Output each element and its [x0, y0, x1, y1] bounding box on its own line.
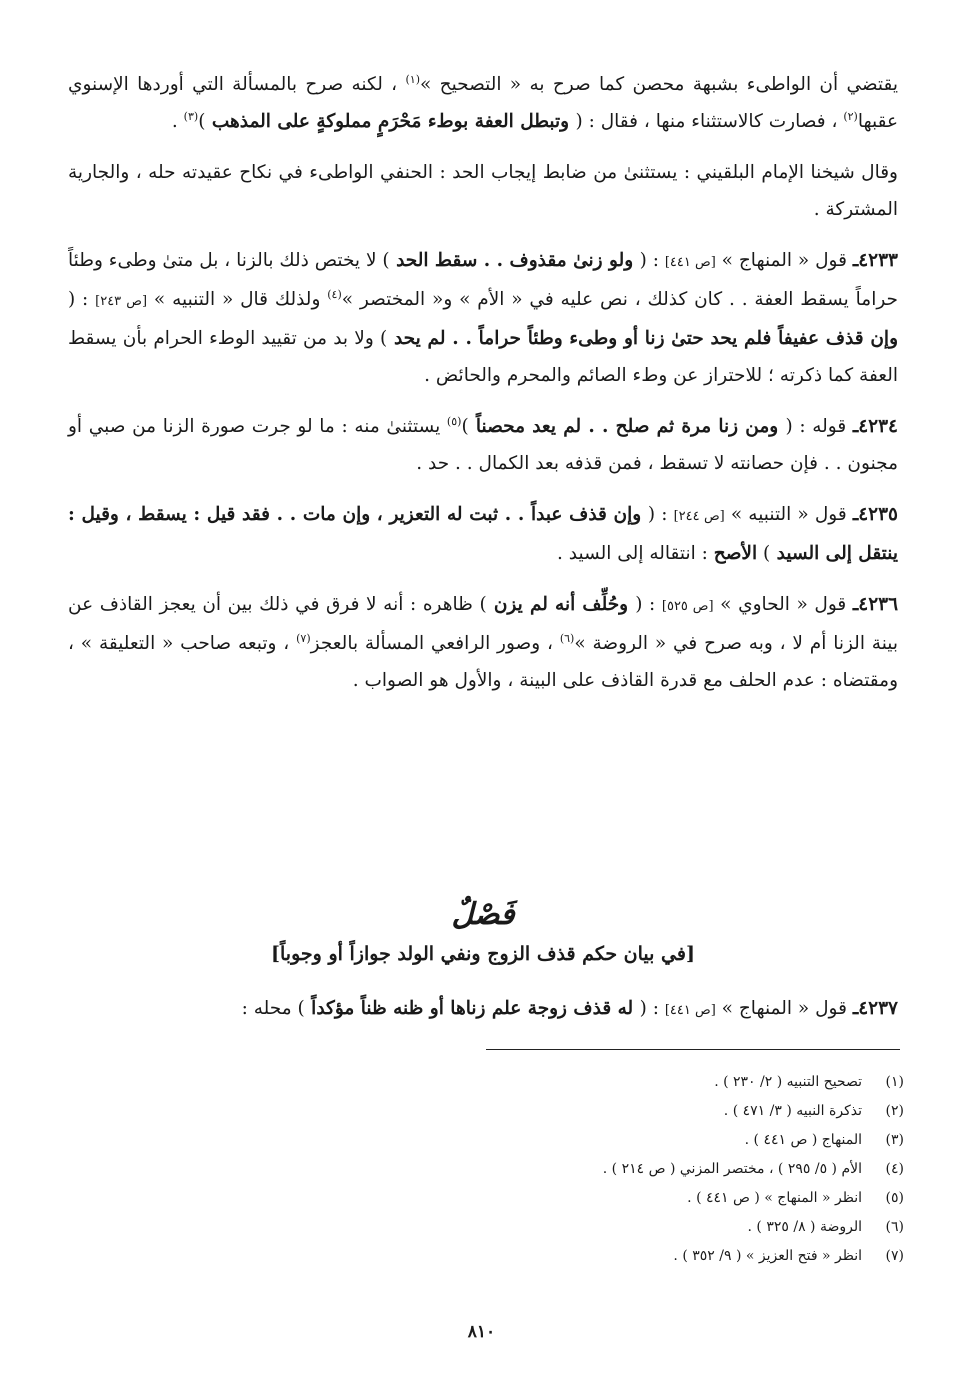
- footnote-number: (٧): [885, 1248, 904, 1264]
- text-span: : (: [639, 998, 665, 1019]
- footnotes-list: [300, 1068, 904, 1271]
- page-ref: [ص ٤٤١]: [664, 255, 716, 270]
- issue-number: ٤٢٣٣ـ: [852, 250, 898, 271]
- text-span: ): [461, 416, 469, 437]
- text-span: قول « المنهاج »: [715, 250, 853, 271]
- text-span: قول « التنبيه »: [724, 504, 853, 525]
- footnote-text: انظر « المنهاج » ( ص ٤٤١ ) .: [687, 1190, 862, 1206]
- footnote-text: المنهاج ( ص ٤٤١ ) .: [744, 1132, 862, 1148]
- text-span: ولذلك قال « التنبيه »: [147, 289, 328, 310]
- quoted-matn: وتبطل العفة بوطء مَحْرَمٍ مملوكةٍ على المذهب: [205, 111, 576, 132]
- text-span: ) ولا بد من تقييد الوطء الحرام بأن يسقط العفة كما ذكرته ؛ للاحتراز عن وطء الصائم والمحرم والحائض .: [68, 328, 898, 386]
- text-span: ) لا يختص ذلك بالزنا ، بل متىٰ وطىء وطئاً حراماً يسقط العفة . . كان كذلك ، نص عليه في « الأم » و« المختصر »: [68, 250, 898, 310]
- text-span: : (: [639, 250, 665, 271]
- footnote-ref: (٦): [559, 631, 575, 645]
- paragraph-4234: [68, 408, 898, 482]
- issue-number: ٤٢٣٤ـ: [852, 416, 898, 437]
- text-span: ): [198, 111, 206, 132]
- text-span: : انتقاله إلى السيد .: [557, 543, 714, 564]
- footnote-text: تذكرة النبيه ( ٣/ ٤٧١ ) .: [723, 1103, 862, 1119]
- footnote-ref: (٢): [843, 109, 858, 123]
- text-span: قول « الحاوي »: [713, 594, 853, 615]
- page-ref: [ص ٥٢٥]: [661, 599, 714, 614]
- footnote-number: (٦): [885, 1219, 904, 1235]
- text-span: ، وصور الرافعي المسألة بالعجز: [310, 633, 560, 654]
- text-span: : (: [635, 594, 662, 615]
- section-ornament: فَصْلٌ: [451, 897, 515, 932]
- footnote-ref: (٥): [446, 414, 462, 428]
- footnote-ref: (٧): [296, 631, 311, 645]
- text-span: قوله : (: [785, 416, 853, 437]
- quoted-matn: ولو زنىٰ مقذوف . . سقط الحد: [389, 250, 640, 271]
- footnote-text: الأم ( ٥/ ٢٩٥ ) ، مختصر المزني ( ص ٢١٤ ) .: [602, 1161, 862, 1177]
- text-span: : (: [68, 289, 96, 310]
- text-span: ، وتبعه صاحب « التعليقة » ، ومقتضاه : عدم الحلف مع قدرة القاذف على البينة ، والأول هو الصواب .: [68, 633, 898, 691]
- footnote-item: [300, 1184, 904, 1213]
- paragraph-4233: [68, 242, 898, 394]
- footnote-number: (٤): [885, 1161, 904, 1177]
- footnote-number: (٣): [885, 1132, 904, 1148]
- text-span: : (: [647, 504, 674, 525]
- paragraph-4237: [68, 990, 898, 1029]
- footnote-ref: (٤): [327, 287, 342, 301]
- quoted-matn: ومن زنا مرة ثم صلح . . لم يعد محصناً: [468, 416, 786, 437]
- footnote-item: [300, 1097, 904, 1126]
- footnote-item: [300, 1126, 904, 1155]
- footnote-text: الروضة ( ٨/ ٣٢٥ ) .: [747, 1219, 862, 1235]
- page-ref: [ص ٤٤١]: [664, 1003, 716, 1018]
- footnote-item: [300, 1068, 904, 1097]
- main-text: [68, 66, 898, 713]
- footnote-text: تصحيح التنبيه ( ٢/ ٢٣٠ ) .: [714, 1074, 862, 1090]
- quoted-matn: وإن قذف عبداً . . ثبت له التعزير ، وإن مات . . فقد قيل : يسقط ، وقيل : ينتقل إلى السيد: [68, 504, 898, 564]
- text-span: وقال شيخنا الإمام البلقيني : يستثنىٰ من ضابط إيجاب الحد : الحنفي الواطىء في نكاح عقيدته حله ، والجارية المشتركة .: [68, 162, 898, 220]
- text-span: ، لكنه صرح بالمسألة التي أوردها الإسنوي عقبها: [68, 74, 898, 132]
- quoted-matn: وحُلِّف أنه لم يزن: [486, 594, 636, 615]
- text-span: قول « المنهاج »: [715, 998, 853, 1019]
- footnote-number: (١): [885, 1074, 904, 1090]
- footnote-ref: (١): [405, 72, 420, 86]
- text-span: ): [757, 543, 771, 564]
- text-span: .: [171, 111, 184, 132]
- section-header: [68, 895, 898, 971]
- issue-number: ٤٢٣٧ـ: [852, 998, 898, 1019]
- paragraph-intro: [68, 66, 898, 140]
- page-ref: [ص ٢٤٣]: [95, 294, 148, 309]
- footnote-number: (٥): [885, 1190, 904, 1206]
- issue-number: ٤٢٣٦ـ: [852, 594, 899, 615]
- paragraph-bulqini: [68, 154, 898, 228]
- text-span: يستثنىٰ منه : ما لو جرت صورة الزنا من صبي أو مجنون . . فإن حصانته لا تسقط ، فمن قذفه بعد الكمال . . حد .: [68, 416, 898, 474]
- page-ref: [ص ٢٤٤]: [673, 509, 725, 524]
- footnote-item: [300, 1213, 904, 1242]
- footnote-text: انظر « فتح العزيز » ( ٩/ ٣٥٢ ) .: [673, 1248, 862, 1264]
- footnote-divider: [486, 1049, 900, 1050]
- section-heading: [في بيان حكم قذف الزوج ونفي الولد جوازاً أو وجوباً]: [271, 943, 695, 965]
- footnote-item: [300, 1155, 904, 1184]
- page-number: ٨١٠: [467, 1322, 496, 1342]
- issue-number: ٤٢٣٥ـ: [852, 504, 898, 525]
- paragraph-4236: [68, 586, 898, 699]
- text-span: ، فصارت كالاستثناء منها ، فقال : (: [575, 111, 844, 132]
- footnote-ref: (٣): [183, 109, 199, 123]
- quoted-matn: وإن قذف عفيفاً فلم يحد حتىٰ زنا أو وطىء وطئاً حراماً . . لم يحد: [387, 328, 898, 349]
- text-span: ) ظاهره : أنه لا فرق في ذلك بين أن يعجز القاذف عن بينة الزنا أم لا ، وبه صرح في « الروضة »: [68, 594, 899, 654]
- footnote-number: (٢): [885, 1103, 904, 1119]
- text-span: يقتضي أن الواطىء بشبهة محصن كما صرح به « التصحيح »: [419, 74, 898, 95]
- paragraph-4235: [68, 496, 898, 572]
- footnote-item: [300, 1242, 904, 1271]
- text-span: ) محله :: [241, 998, 305, 1019]
- quoted-matn: له قذف زوجة علم زناها أو ظنه ظناً مؤكداً: [304, 998, 640, 1019]
- bold-term: الأصح: [713, 543, 758, 564]
